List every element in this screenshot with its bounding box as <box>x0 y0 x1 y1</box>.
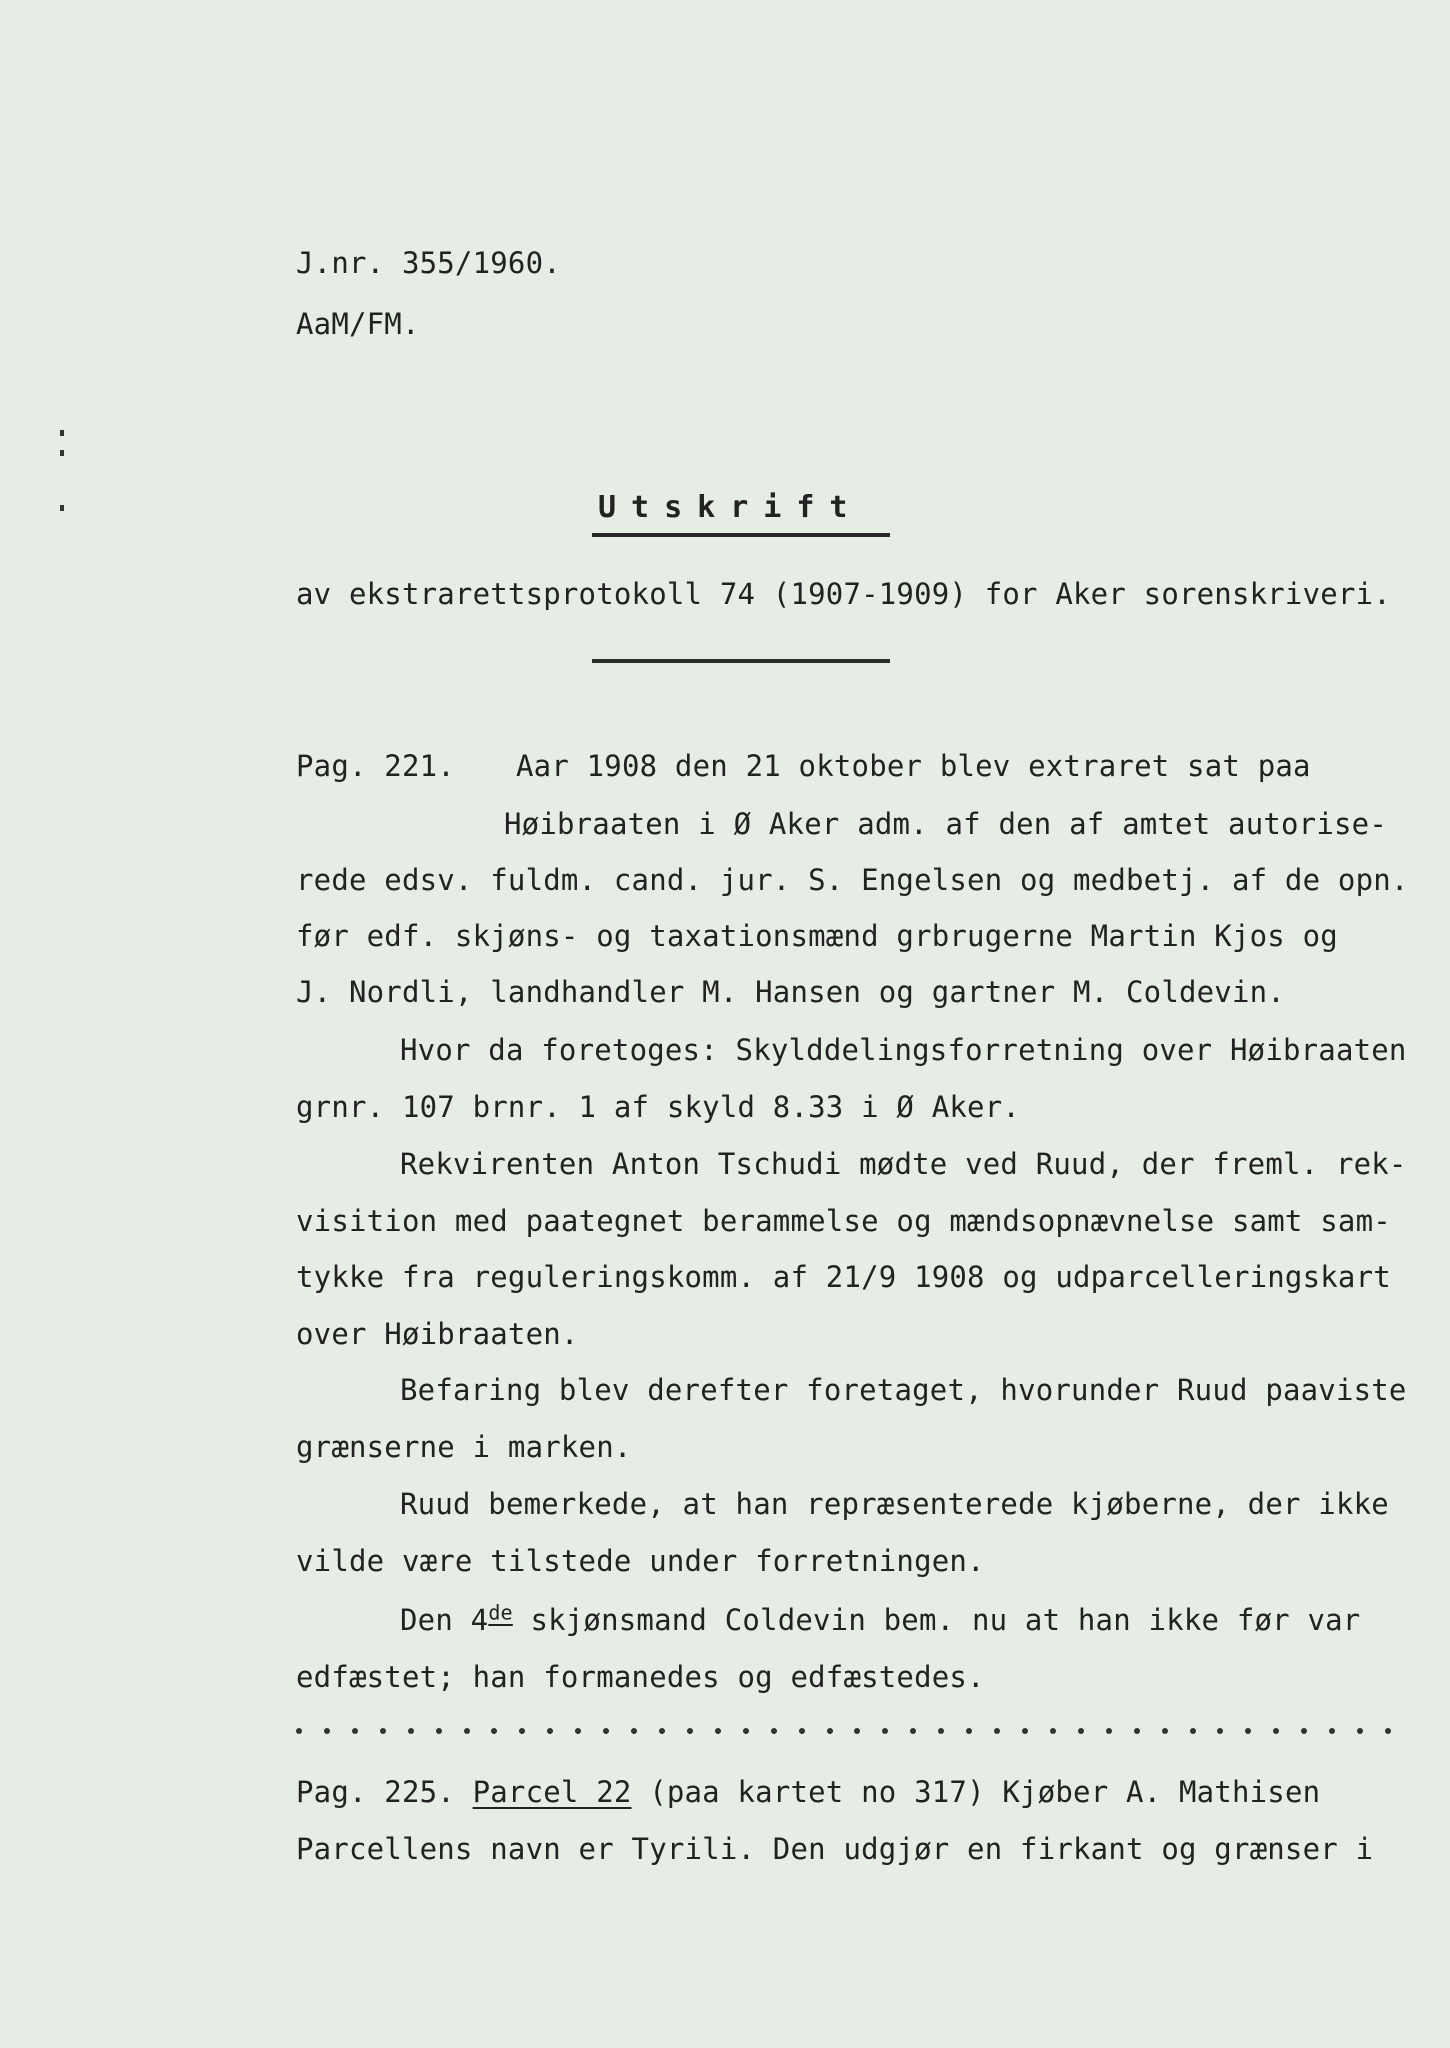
text-line: Befaring blev derefter foretaget, hvorunder Ruud paaviste <box>400 1373 1407 1407</box>
separator-dot <box>659 1728 665 1734</box>
text-line: Rekvirenten Anton Tschudi mødte ved Ruud, der freml. rek- <box>400 1147 1407 1181</box>
separator-dot <box>994 1728 1000 1734</box>
separator-dot <box>799 1728 805 1734</box>
journal-number: J.nr. 355/1960. <box>296 246 561 280</box>
text-line: rede edsv. fuldm. cand. jur. S. Engelsen og medbetj. af de opn. <box>296 863 1409 897</box>
separator-dot <box>380 1728 386 1734</box>
separator-dot <box>1022 1728 1028 1734</box>
text-line: over Høibraaten. <box>296 1317 579 1351</box>
separator-dot <box>938 1728 944 1734</box>
separator-dot <box>1162 1728 1168 1734</box>
document-title: Utskrift <box>598 490 863 525</box>
parcel-label: Parcel 22 <box>472 1775 632 1809</box>
text-line: edfæstet; han formanedes og edfæstedes. <box>296 1660 985 1694</box>
separator-dot <box>1245 1728 1251 1734</box>
separator-dot <box>910 1728 916 1734</box>
text-fragment: Den 4 <box>400 1603 489 1637</box>
text-line: før edf. skjøns- og taxationsmænd grbrugerne Martin Kjos og <box>296 919 1338 953</box>
separator-dot <box>1217 1728 1223 1734</box>
text-line: vilde være tilstede under forretningen. <box>296 1544 985 1578</box>
separator-dot <box>687 1728 693 1734</box>
separator-dot <box>1134 1728 1140 1734</box>
text-fragment: skjønsmand Coldevin bem. nu at han ikke før var <box>512 1603 1361 1637</box>
text-line: grænserne i marken. <box>296 1430 632 1464</box>
separator-dot <box>547 1728 553 1734</box>
separator-dot <box>1106 1728 1112 1734</box>
separator-dot <box>352 1728 358 1734</box>
page-ref-225: Pag. 225. <box>296 1775 455 1809</box>
title-underline <box>592 533 890 537</box>
text-line: Aar 1908 den 21 oktober blev extraret sat paa <box>516 749 1311 783</box>
margin-mark <box>60 430 64 436</box>
text-line: tykke fra reguleringskomm. af 21/9 1908 og udparcelleringskart <box>296 1260 1391 1294</box>
separator-dot <box>1385 1728 1391 1734</box>
separator-dot <box>408 1728 414 1734</box>
separator-dot <box>1190 1728 1196 1734</box>
text-line: grnr. 107 brnr. 1 af skyld 8.33 i Ø Aker. <box>296 1090 1021 1124</box>
separator-dot <box>603 1728 609 1734</box>
text-line: J. Nordli, landhandler M. Hansen og gartner M. Coldevin. <box>296 975 1285 1009</box>
separator-dot <box>715 1728 721 1734</box>
text-fragment: (paa kartet no 317) Kjøber A. Mathisen <box>631 1775 1321 1809</box>
margin-mark <box>60 505 64 511</box>
separator-dot <box>1078 1728 1084 1734</box>
initials: AaM/FM. <box>296 307 420 341</box>
separator-dot <box>436 1728 442 1734</box>
separator-dot <box>966 1728 972 1734</box>
text-line: Hvor da foretoges: Skylddelingsforretning over Høibraaten <box>400 1033 1407 1067</box>
text-line: Høibraaten i Ø Aker adm. af den af amtet autorise- <box>504 807 1387 841</box>
text-line <box>296 1774 1320 1810</box>
separator-dot <box>743 1728 749 1734</box>
separator-dot <box>519 1728 525 1734</box>
text-line: Ruud bemerkede, at han repræsenterede kjøberne, der ikke <box>400 1487 1389 1521</box>
separator-dot <box>1050 1728 1056 1734</box>
separator-dot <box>882 1728 888 1734</box>
subtitle-rule <box>592 659 890 663</box>
separator-dot <box>575 1728 581 1734</box>
page-ref-221: Pag. 221. <box>296 749 455 783</box>
separator-dot <box>1329 1728 1335 1734</box>
separator-dot <box>491 1728 497 1734</box>
separator-dot <box>324 1728 330 1734</box>
text-line: visition med paategnet berammelse og mændsopnævnelse samt sam- <box>296 1204 1391 1238</box>
separator-dot <box>1301 1728 1307 1734</box>
document-subtitle: av ekstrarettsprotokoll 74 (1907-1909) for Aker sorenskriveri. <box>296 577 1391 611</box>
separator-dot <box>464 1728 470 1734</box>
separator-dot <box>854 1728 860 1734</box>
dotted-separator <box>296 1728 1391 1734</box>
text-line <box>400 1602 1360 1638</box>
superscript: de <box>488 1600 513 1625</box>
separator-dot <box>1273 1728 1279 1734</box>
separator-dot <box>771 1728 777 1734</box>
margin-mark <box>60 450 64 456</box>
text-line: Parcellens navn er Tyrili. Den udgjør en firkant og grænser i <box>296 1832 1374 1866</box>
separator-dot <box>296 1728 302 1734</box>
separator-dot <box>631 1728 637 1734</box>
separator-dot <box>1357 1728 1363 1734</box>
separator-dot <box>827 1728 833 1734</box>
